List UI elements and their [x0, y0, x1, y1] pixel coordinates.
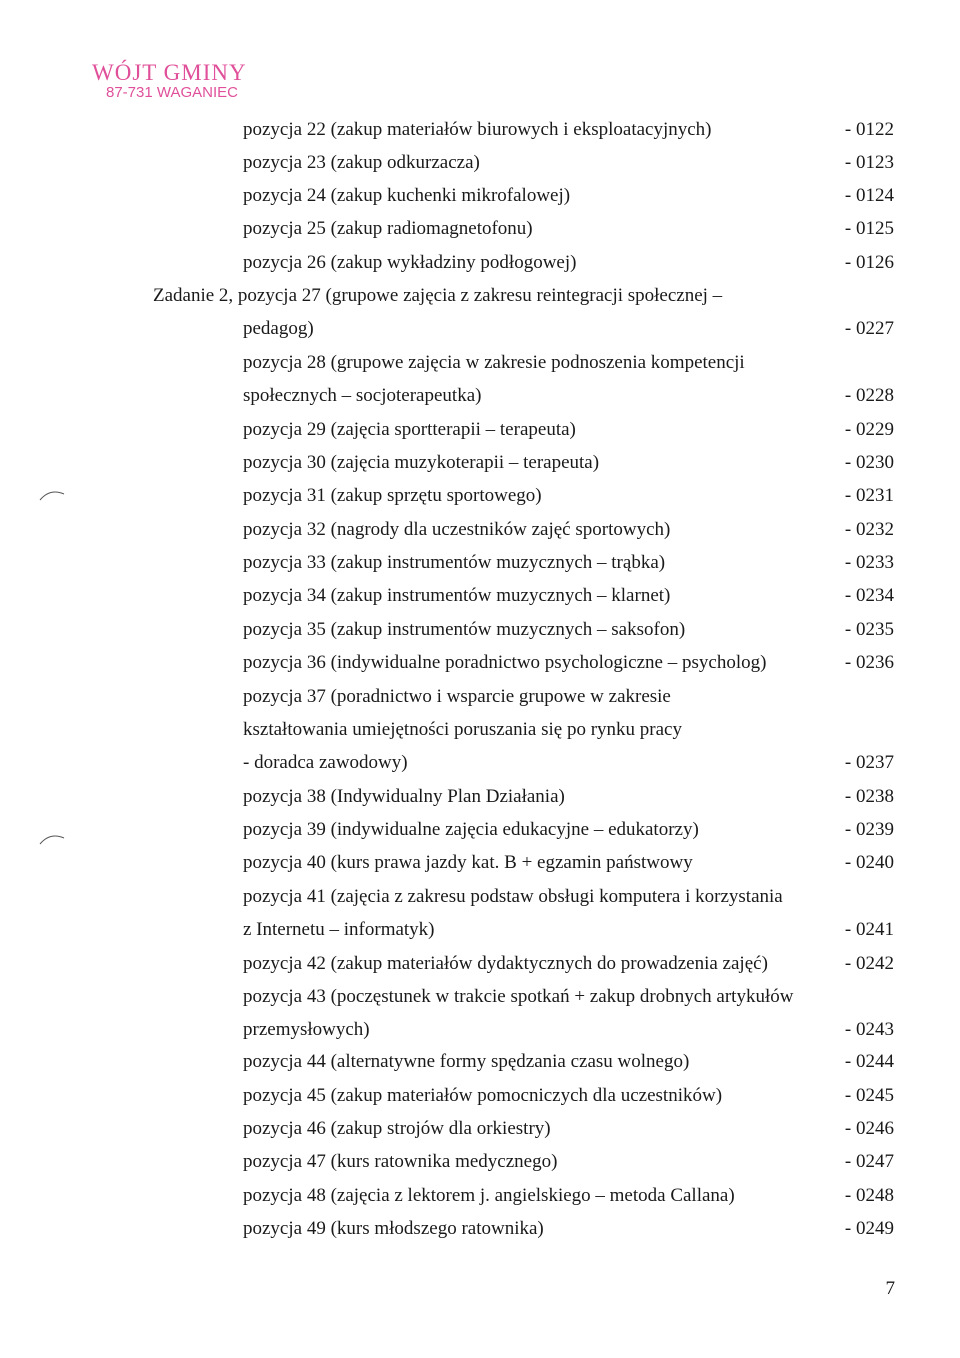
item-code: - 0232 — [844, 519, 894, 540]
item-text: pozycja 23 (zakup odkurzacza) — [243, 152, 480, 173]
item-text: Zadanie 2, pozycja 27 (grupowe zajęcia z zakresu reintegracji społecznej – — [153, 285, 723, 306]
item-code: - 0241 — [844, 919, 894, 940]
item-text: pedagog) — [243, 318, 314, 339]
item-text: - doradca zawodowy) — [243, 752, 408, 773]
item-text: przemysłowych) — [243, 1019, 370, 1040]
item-text: pozycja 45 (zakup materiałów pomocniczych dla uczestników) — [243, 1085, 723, 1106]
item-code: - 0244 — [844, 1051, 894, 1072]
punch-hole-mark-icon — [38, 832, 66, 846]
item-text: pozycja 28 (grupowe zajęcia w zakresie podnoszenia kompetencji — [243, 352, 745, 373]
item-text: pozycja 33 (zakup instrumentów muzycznych – trąbka) — [243, 552, 666, 573]
item-code: - 0234 — [844, 585, 894, 606]
item-code: - 0248 — [844, 1185, 894, 1206]
item-code: - 0242 — [844, 953, 894, 974]
item-code: - 0126 — [844, 252, 894, 273]
stamp-address: 87-731 WAGANIEC — [106, 84, 238, 101]
item-code: - 0124 — [844, 185, 894, 206]
item-code: - 0125 — [844, 218, 894, 239]
item-text: pozycja 31 (zakup sprzętu sportowego) — [243, 485, 542, 506]
item-text: pozycja 37 (poradnictwo i wsparcie grupowe w zakresie — [243, 686, 671, 707]
item-text: pozycja 46 (zakup strojów dla orkiestry) — [243, 1118, 551, 1139]
item-text: pozycja 32 (nagrody dla uczestników zajęć sportowych) — [243, 519, 671, 540]
stamp-title: WÓJT GMINY — [92, 60, 247, 85]
item-code: - 0246 — [844, 1118, 894, 1139]
item-text: kształtowania umiejętności poruszania się po rynku pracy — [243, 719, 682, 740]
item-code: - 0236 — [844, 652, 894, 673]
page-number: 7 — [885, 1278, 895, 1299]
item-code: - 0239 — [844, 819, 894, 840]
official-stamp — [92, 60, 247, 101]
punch-hole-mark-icon — [38, 488, 66, 502]
item-text: z Internetu – informatyk) — [243, 919, 435, 940]
item-text: pozycja 44 (alternatywne formy spędzania czasu wolnego) — [243, 1051, 690, 1072]
item-text: pozycja 43 (poczęstunek w trakcie spotkań + zakup drobnych artykułów — [243, 986, 794, 1007]
item-text: pozycja 29 (zajęcia sportterapii – terapeuta) — [243, 419, 576, 440]
item-code: - 0233 — [844, 552, 894, 573]
item-code: - 0122 — [844, 119, 894, 140]
item-text: pozycja 41 (zajęcia z zakresu podstaw obsługi komputera i korzystania — [243, 886, 783, 907]
item-text: pozycja 22 (zakup materiałów biurowych i eksploatacyjnych) — [243, 119, 712, 140]
item-text: pozycja 24 (zakup kuchenki mikrofalowej) — [243, 185, 571, 206]
item-code: - 0235 — [844, 619, 894, 640]
item-code: - 0123 — [844, 152, 894, 173]
item-code: - 0228 — [844, 385, 894, 406]
item-text: pozycja 39 (indywidualne zajęcia edukacyjne – edukatorzy) — [243, 819, 699, 840]
item-text: pozycja 48 (zajęcia z lektorem j. angielskiego – metoda Callana) — [243, 1185, 735, 1206]
item-text: pozycja 47 (kurs ratownika medycznego) — [243, 1151, 558, 1172]
item-text: pozycja 40 (kurs prawa jazdy kat. B + egzamin państwowy — [243, 852, 693, 873]
item-text: pozycja 35 (zakup instrumentów muzycznych – saksofon) — [243, 619, 686, 640]
item-text: pozycja 30 (zajęcia muzykoterapii – terapeuta) — [243, 452, 600, 473]
item-code: - 0245 — [844, 1085, 894, 1106]
item-text: pozycja 34 (zakup instrumentów muzycznych – klarnet) — [243, 585, 671, 606]
item-text: pozycja 26 (zakup wykładziny podłogowej) — [243, 252, 577, 273]
item-code: - 0249 — [844, 1218, 894, 1239]
item-code: - 0231 — [844, 485, 894, 506]
item-text: pozycja 36 (indywidualne poradnictwo psychologiczne – psycholog) — [243, 652, 767, 673]
item-text: społecznych – socjoterapeutka) — [243, 385, 482, 406]
item-text: pozycja 42 (zakup materiałów dydaktycznych do prowadzenia zajęć) — [243, 953, 768, 974]
item-code: - 0240 — [844, 852, 894, 873]
item-text: pozycja 25 (zakup radiomagnetofonu) — [243, 218, 533, 239]
item-code: - 0230 — [844, 452, 894, 473]
item-code: - 0237 — [844, 752, 894, 773]
item-code: - 0238 — [844, 786, 894, 807]
item-text: pozycja 49 (kurs młodszego ratownika) — [243, 1218, 544, 1239]
item-code: - 0247 — [844, 1151, 894, 1172]
item-code: - 0227 — [844, 318, 894, 339]
item-code: - 0243 — [844, 1019, 894, 1040]
item-text: pozycja 38 (Indywidualny Plan Działania) — [243, 786, 565, 807]
item-code: - 0229 — [844, 419, 894, 440]
